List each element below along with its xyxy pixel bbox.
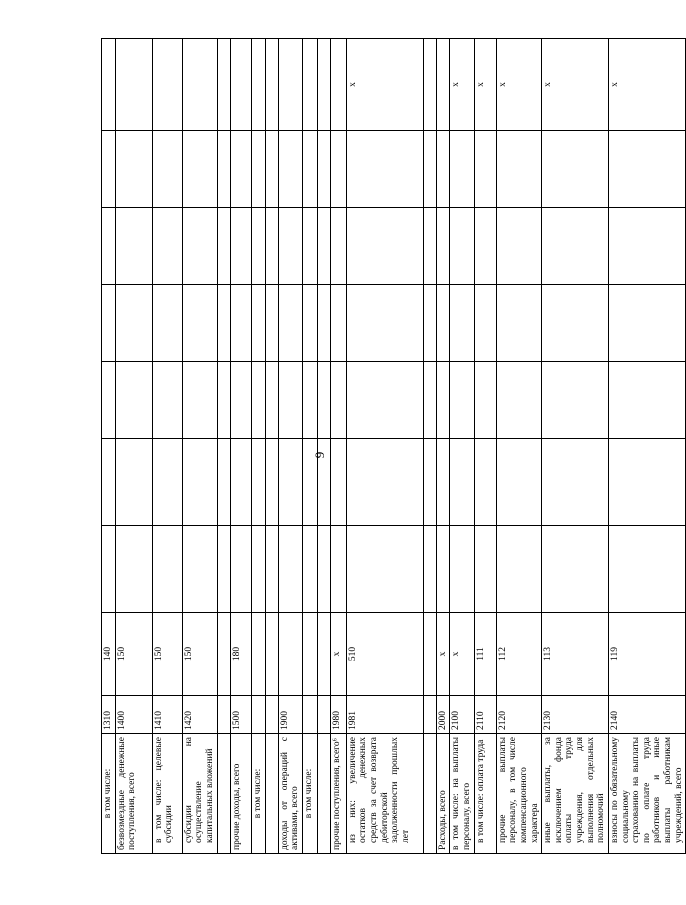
row-x-cell [182,39,217,131]
amount-cell [230,131,251,208]
row-name-cell: в том числе: оплата труда [474,734,496,854]
row-line-code-cell: 1500 [230,696,251,734]
row-x-cell [265,39,278,131]
amount-cell [115,285,152,362]
amount-cell [346,526,423,613]
row-line-code-cell: 2100 [450,696,474,734]
row-classification-code-cell: 150 [152,613,182,696]
amount-cell [608,131,685,208]
table-row [330,39,346,854]
row-x-cell [423,39,436,131]
row-x-cell: x [496,39,542,131]
amount-cell [542,131,609,208]
budget-table [101,38,686,854]
row-classification-code-cell: x [330,613,346,696]
row-x-cell [317,39,330,131]
amount-cell [496,131,542,208]
amount-cell [265,526,278,613]
table-row [115,39,152,854]
amount-cell [115,439,152,526]
row-classification-code-cell: 510 [346,613,423,696]
row-x-cell [436,39,450,131]
amount-cell [217,208,230,285]
amount-cell [423,439,436,526]
table-body [102,39,686,854]
row-line-code-cell: 2110 [474,696,496,734]
amount-cell [251,439,265,526]
amount-cell [423,208,436,285]
amount-cell [450,526,474,613]
amount-cell [450,439,474,526]
row-name-cell: в том числе: [102,734,116,854]
amount-cell [608,526,685,613]
amount-cell [496,439,542,526]
amount-cell [302,526,317,613]
amount-cell [230,362,251,439]
amount-cell [152,439,182,526]
amount-cell [474,285,496,362]
amount-cell [330,285,346,362]
amount-cell [251,362,265,439]
row-name-cell: в том числе: [302,734,317,854]
amount-cell [115,131,152,208]
amount-cell [182,526,217,613]
amount-cell [496,362,542,439]
row-classification-code-cell: 150 [115,613,152,696]
amount-cell [102,208,116,285]
table-row [450,39,474,854]
amount-cell [265,208,278,285]
table-row [608,39,685,854]
amount-cell [608,362,685,439]
amount-cell [346,439,423,526]
amount-cell [251,208,265,285]
amount-cell [317,285,330,362]
row-line-code-cell: 1410 [152,696,182,734]
table-row [496,39,542,854]
row-x-cell: x [346,39,423,131]
row-name-cell [423,734,436,854]
amount-cell [152,208,182,285]
amount-cell [302,285,317,362]
row-x-cell [102,39,116,131]
row-x-cell [302,39,317,131]
amount-cell [152,362,182,439]
amount-cell [115,208,152,285]
amount-cell [251,526,265,613]
row-line-code-cell: 1400 [115,696,152,734]
table-row [346,39,423,854]
amount-cell [317,208,330,285]
amount-cell [182,285,217,362]
row-name-cell: в том числе: целевые субсидии [152,734,182,854]
row-line-code-cell: 1900 [278,696,302,734]
row-x-cell [278,39,302,131]
amount-cell [278,208,302,285]
amount-cell [302,131,317,208]
amount-cell [302,362,317,439]
row-x-cell [115,39,152,131]
row-classification-code-cell [265,613,278,696]
row-classification-code-cell: x [450,613,474,696]
amount-cell [278,526,302,613]
row-name-cell: прочие доходы, всего [230,734,251,854]
amount-cell [450,362,474,439]
row-name-cell: в том числе: на выплаты персоналу, всего [450,734,474,854]
table-row [302,39,317,854]
row-classification-code-cell [251,613,265,696]
row-classification-code-cell [423,613,436,696]
amount-cell [302,208,317,285]
amount-cell [496,208,542,285]
amount-cell [436,439,450,526]
table-row [152,39,182,854]
row-x-cell: x [608,39,685,131]
amount-cell [152,526,182,613]
amount-cell [251,285,265,362]
row-classification-code-cell: 113 [542,613,609,696]
table-row [182,39,217,854]
row-classification-code-cell [317,613,330,696]
amount-cell [265,362,278,439]
row-line-code-cell: 2120 [496,696,542,734]
row-name-cell: субсидии на осуществление капитальных вложений [182,734,217,854]
amount-cell [278,131,302,208]
amount-cell [230,526,251,613]
amount-cell [182,131,217,208]
row-name-cell: Расходы, всего [436,734,450,854]
amount-cell [230,208,251,285]
row-classification-code-cell: x [436,613,450,696]
amount-cell [474,208,496,285]
amount-cell [278,362,302,439]
row-x-cell: x [542,39,609,131]
row-x-cell [330,39,346,131]
amount-cell [346,285,423,362]
amount-cell [330,131,346,208]
row-name-cell: доходы от операций с активами, всего [278,734,302,854]
amount-cell [230,439,251,526]
amount-cell [330,526,346,613]
amount-cell [496,526,542,613]
table-row [436,39,450,854]
amount-cell [278,285,302,362]
table-frame [101,39,684,854]
rotated-table-wrapper [101,39,684,854]
amount-cell [102,285,116,362]
row-line-code-cell: 1420 [182,696,217,734]
amount-cell [217,439,230,526]
row-classification-code-cell: 180 [230,613,251,696]
row-line-code-cell: 2130 [542,696,609,734]
amount-cell [330,208,346,285]
row-x-cell [230,39,251,131]
amount-cell [217,526,230,613]
amount-cell [542,439,609,526]
amount-cell [450,208,474,285]
amount-cell [152,131,182,208]
row-classification-code-cell: 150 [182,613,217,696]
amount-cell [265,439,278,526]
row-name-cell [265,734,278,854]
amount-cell [330,439,346,526]
row-x-cell [217,39,230,131]
amount-cell [436,208,450,285]
amount-cell [265,285,278,362]
amount-cell [436,131,450,208]
amount-cell [608,208,685,285]
amount-cell [423,285,436,362]
amount-cell [317,362,330,439]
amount-cell [330,362,346,439]
amount-cell [182,208,217,285]
row-classification-code-cell: 119 [608,613,685,696]
amount-cell [346,362,423,439]
amount-cell [346,131,423,208]
row-name-cell [217,734,230,854]
amount-cell [450,131,474,208]
row-x-cell [251,39,265,131]
amount-cell [251,131,265,208]
row-line-code-cell [302,696,317,734]
table-row [423,39,436,854]
amount-cell [217,285,230,362]
page-number: 9 [312,451,327,459]
row-name-cell: прочие поступления, всего⁶ [330,734,346,854]
row-line-code-cell [423,696,436,734]
amount-cell [182,439,217,526]
amount-cell [542,362,609,439]
row-name-cell: безвозмездные денежные поступления, всего [115,734,152,854]
table-row [278,39,302,854]
table-row [251,39,265,854]
row-name-cell: взносы по обязательному социальному страхованию на выплаты по оплате труда работников и иные выплаты работникам учреждений, всего [608,734,685,854]
amount-cell [608,285,685,362]
amount-cell [542,208,609,285]
amount-cell [115,526,152,613]
row-classification-code-cell: 111 [474,613,496,696]
amount-cell [436,362,450,439]
row-line-code-cell: 1310 [102,696,116,734]
row-classification-code-cell: 112 [496,613,542,696]
amount-cell [450,285,474,362]
amount-cell [278,439,302,526]
row-x-cell [152,39,182,131]
row-line-code-cell: 1980 [330,696,346,734]
amount-cell [423,526,436,613]
amount-cell [102,131,116,208]
amount-cell [542,285,609,362]
row-line-code-cell [317,696,330,734]
row-x-cell: x [474,39,496,131]
amount-cell [496,285,542,362]
table-row [217,39,230,854]
amount-cell [102,526,116,613]
row-classification-code-cell [278,613,302,696]
amount-cell [230,285,251,362]
table-row [102,39,116,854]
table-row [317,39,330,854]
amount-cell [115,362,152,439]
table-row [265,39,278,854]
amount-cell [474,526,496,613]
amount-cell [474,439,496,526]
row-line-code-cell [265,696,278,734]
amount-cell [474,131,496,208]
amount-cell [265,131,278,208]
amount-cell [317,439,330,526]
amount-cell [436,526,450,613]
amount-cell [302,439,317,526]
amount-cell [102,439,116,526]
row-classification-code-cell [217,613,230,696]
table-row [230,39,251,854]
row-line-code-cell [217,696,230,734]
amount-cell [346,208,423,285]
amount-cell [217,362,230,439]
row-line-code-cell [251,696,265,734]
row-name-cell: из них: увеличение остатков денежных средств за счет возврата дебиторской задолженности прошлых лет [346,734,423,854]
row-name-cell: прочие выплаты персоналу, в том числе компенсационного характера [496,734,542,854]
row-classification-code-cell: 140 [102,613,116,696]
amount-cell [542,526,609,613]
amount-cell [217,131,230,208]
table-row [542,39,609,854]
row-line-code-cell: 2000 [436,696,450,734]
amount-cell [608,439,685,526]
row-classification-code-cell [302,613,317,696]
amount-cell [423,362,436,439]
amount-cell [423,131,436,208]
amount-cell [152,285,182,362]
row-line-code-cell: 1981 [346,696,423,734]
row-name-cell [317,734,330,854]
row-x-cell: x [450,39,474,131]
amount-cell [102,362,116,439]
table-row [474,39,496,854]
row-name-cell: иные выплаты, за исключением фонда оплаты труда учреждения, для выполнения отдельных полномочий [542,734,609,854]
amount-cell [474,362,496,439]
row-line-code-cell: 2140 [608,696,685,734]
amount-cell [182,362,217,439]
amount-cell [317,131,330,208]
amount-cell [317,526,330,613]
row-name-cell: в том числе: [251,734,265,854]
amount-cell [436,285,450,362]
